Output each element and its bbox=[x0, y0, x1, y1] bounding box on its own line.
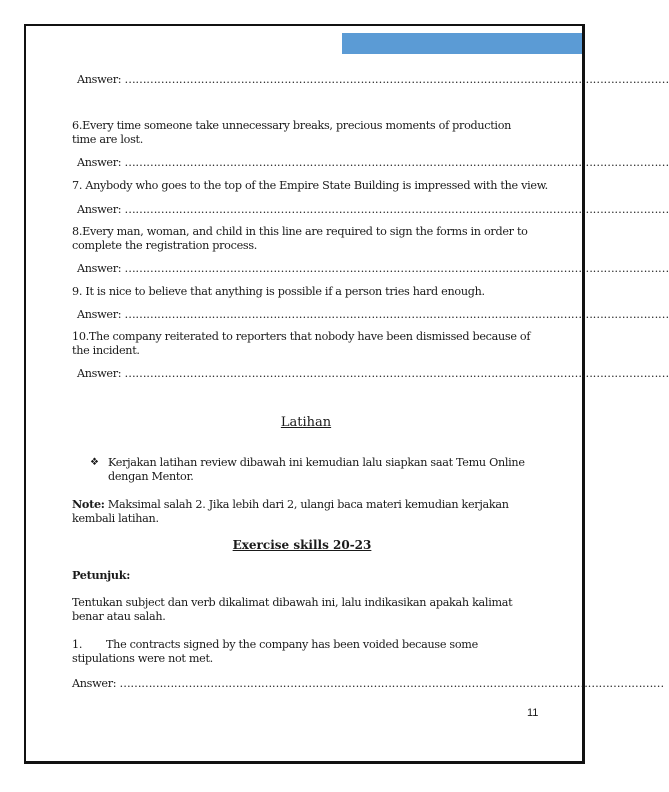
answer-line-7: Answer: …………………………………………………………………………………………………………………………………… bbox=[77, 203, 669, 216]
question-9: 9. It is nice to believe that anything is possible if a person tries hard enough. bbox=[72, 285, 485, 298]
exercise-answer-line-1: Answer: …………………………………………………………………………………………………………………………………… bbox=[72, 677, 664, 690]
question-7: 7. Anybody who goes to the top of the Empire State Building is impressed with the view. bbox=[72, 179, 548, 192]
answer-line-8: Answer: …………………………………………………………………………………………………………………………………… bbox=[77, 262, 669, 275]
exercise-item-1-number: 1. bbox=[72, 638, 83, 651]
question-10: 10.The company reiterated to reporters that nobody have been dismissed because of the incident. bbox=[72, 330, 531, 357]
diamond-bullet-icon: ❖ bbox=[90, 457, 99, 468]
answer-line-5: Answer: …………………………………………………………………………………………………………………………………… bbox=[77, 73, 669, 86]
header-bar bbox=[342, 33, 582, 54]
exercise-title: Exercise skills 20-23 bbox=[232, 538, 372, 552]
answer-line-9: Answer: …………………………………………………………………………………………………………………………………… bbox=[77, 308, 669, 321]
answer-line-6: Answer: …………………………………………………………………………………………………………………………………… bbox=[77, 156, 669, 169]
answer-line-10: Answer: …………………………………………………………………………………………………………………………………… bbox=[77, 367, 669, 380]
page-number: 11 bbox=[527, 707, 539, 719]
exercise-instruction: Tentukan subject dan verb dikalimat dibawah ini, lalu indikasikan apakah kalimat benar atau salah. bbox=[72, 596, 513, 623]
exercise-item-1-text: The contracts signed by the company has been voided because some stipulations were not met. bbox=[72, 638, 478, 665]
question-8: 8.Every man, woman, and child in this line are required to sign the forms in order to complete the registration process. bbox=[72, 225, 528, 252]
note-text: Maksimal salah 2. Jika lebih dari 2, ulangi baca materi kemudian kerjakan kembali latihan. bbox=[72, 498, 509, 525]
note-paragraph bbox=[72, 497, 538, 526]
note-label: Note: bbox=[72, 497, 105, 511]
question-6: 6.Every time someone take unnecessary breaks, precious moments of production time are lost. bbox=[72, 119, 512, 146]
latihan-title: Latihan bbox=[280, 415, 332, 430]
petunjuk-label: Petunjuk: bbox=[72, 568, 131, 582]
latihan-instruction: Kerjakan latihan review dibawah ini kemudian lalu siapkan saat Temu Online dengan Mentor. bbox=[108, 456, 525, 483]
